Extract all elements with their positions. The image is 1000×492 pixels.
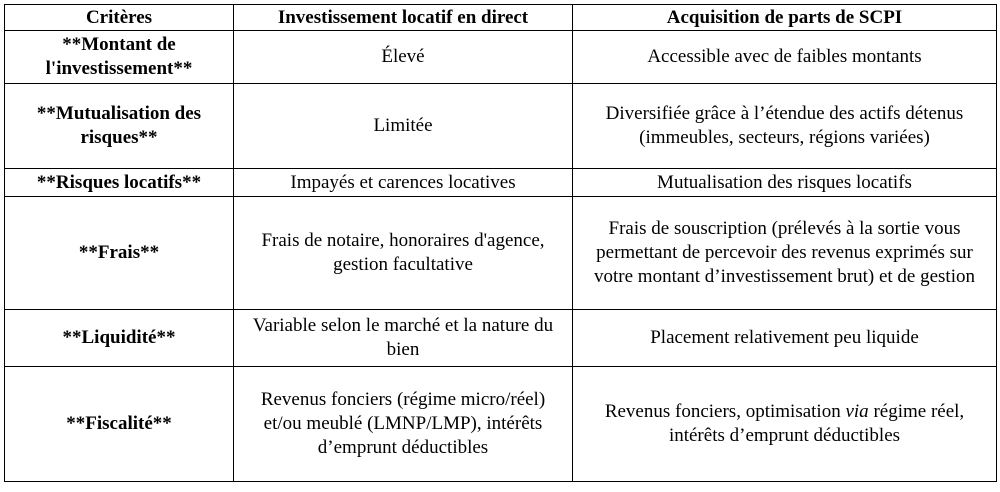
comparison-table: [4, 4, 997, 482]
table-row: [5, 367, 997, 482]
criterion-cell: **Mutualisation des risques**: [5, 84, 234, 169]
scpi-cell: Diversifiée grâce à l’étendue des actifs détenus (immeubles, secteurs, régions variées): [573, 84, 997, 169]
table-row: [5, 169, 997, 197]
scpi-cell: [573, 367, 997, 482]
criterion-cell: **Risques locatifs**: [5, 169, 234, 197]
header-criteria: Critères: [5, 5, 234, 31]
scpi-cell: Accessible avec de faibles montants: [573, 31, 997, 84]
header-row: [5, 5, 997, 31]
scpi-cell: Placement relativement peu liquide: [573, 310, 997, 367]
scpi-text-italic: via: [845, 401, 869, 422]
direct-cell: Variable selon le marché et la nature du bien: [234, 310, 573, 367]
direct-cell: Élevé: [234, 31, 573, 84]
table-row: [5, 197, 997, 310]
criterion-cell: **Liquidité**: [5, 310, 234, 367]
direct-cell: Revenus fonciers (régime micro/réel) et/ou meublé (LMNP/LMP), intérêts d’emprunt déductibles: [234, 367, 573, 482]
table-row: [5, 31, 997, 84]
scpi-text-part1: Revenus fonciers, optimisation: [604, 401, 846, 422]
criterion-cell: **Frais**: [5, 197, 234, 310]
scpi-cell: Mutualisation des risques locatifs: [573, 169, 997, 197]
criterion-cell: **Fiscalité**: [5, 367, 234, 482]
direct-cell: Impayés et carences locatives: [234, 169, 573, 197]
criterion-cell: **Montant de l'investissement**: [5, 31, 234, 84]
scpi-cell: Frais de souscription (prélevés à la sortie vous permettant de percevoir des revenus exprimés sur votre montant d’investissement brut) et de gestion: [573, 197, 997, 310]
direct-cell: Limitée: [234, 84, 573, 169]
scpi-text-part2: régime réel, intérêts d’emprunt déductibles: [668, 401, 965, 446]
header-scpi-acquisition: Acquisition de parts de SCPI: [573, 5, 997, 31]
header-direct-investment: Investissement locatif en direct: [234, 5, 573, 31]
table-row: [5, 84, 997, 169]
table-row: [5, 310, 997, 367]
direct-cell: Frais de notaire, honoraires d'agence, gestion facultative: [234, 197, 573, 310]
